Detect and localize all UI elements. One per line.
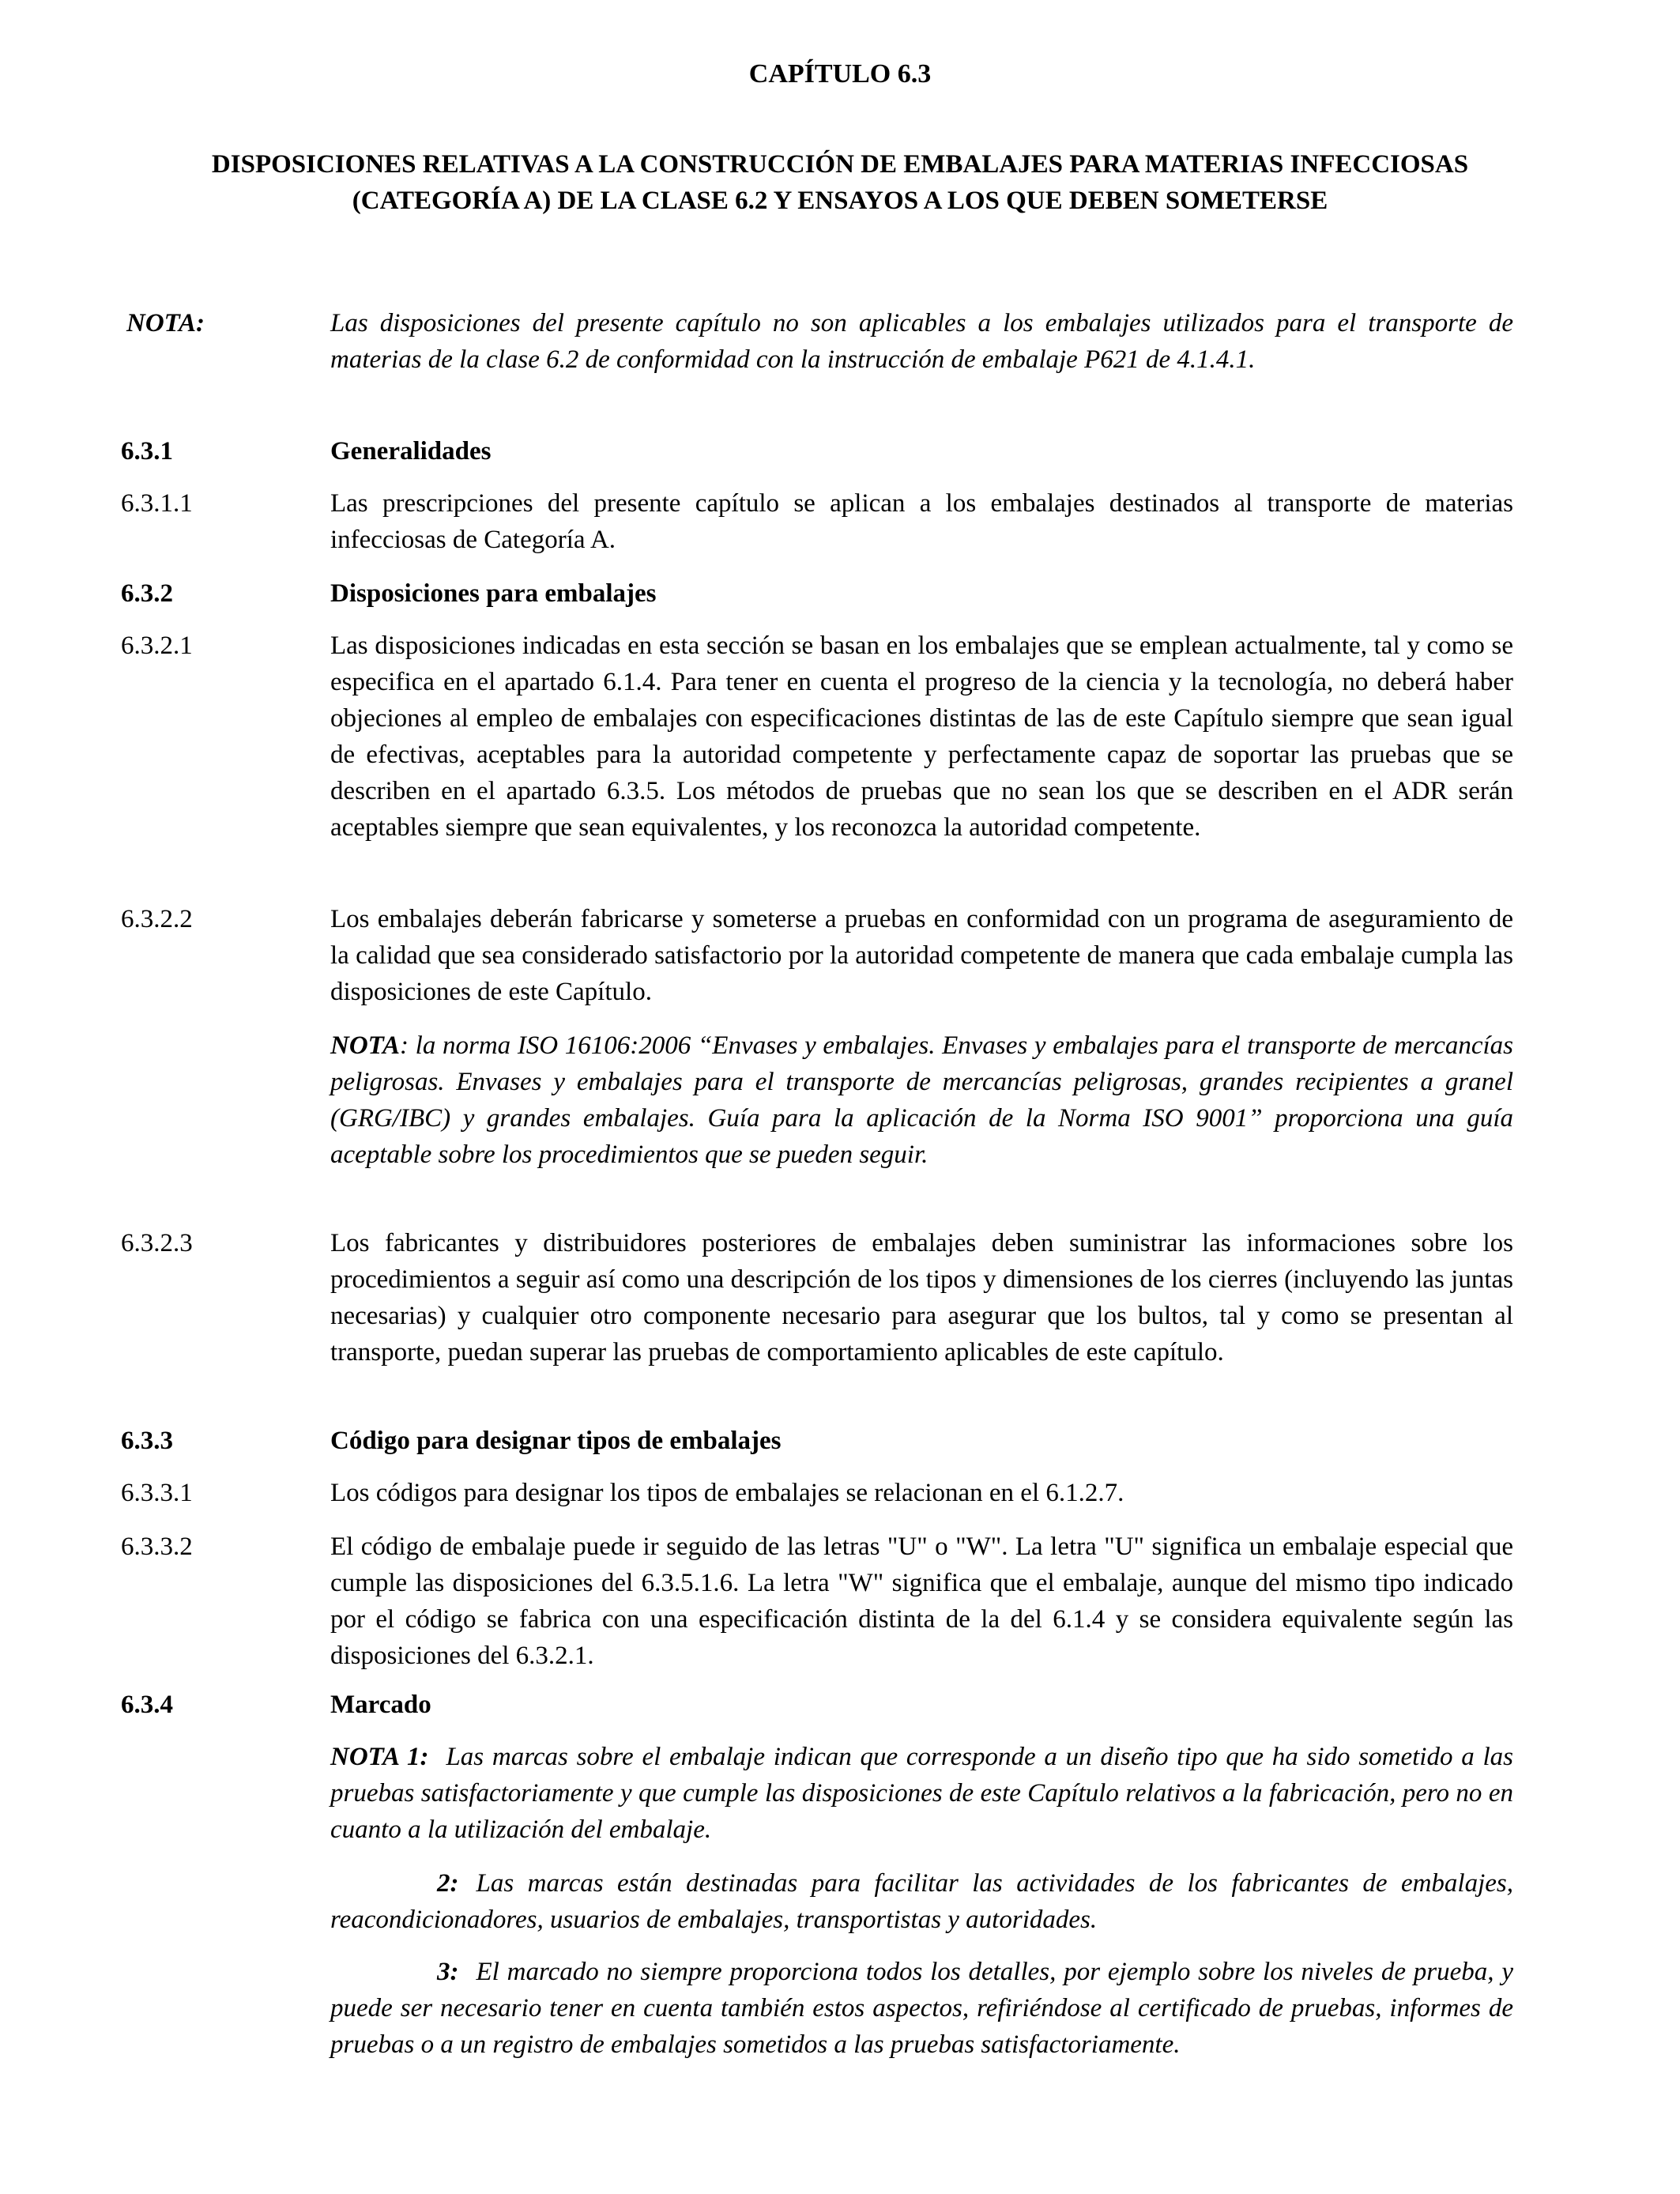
section-6-3-1-heading: Generalidades: [330, 437, 492, 466]
section-6-3-3-number: 6.3.3: [121, 1427, 173, 1455]
marking-note-3: [330, 1954, 1513, 2063]
para-6-3-3-1-text: Los códigos para designar los tipos de embalajes se relacionan en el 6.1.2.7.: [330, 1479, 1124, 1507]
para-6-3-1-1-text: Las prescripciones del presente capítulo se aplican a los embalajes destinados al transporte de materias infecciosas de Categoría A.: [330, 489, 1513, 554]
marking-note-2-label: 2:: [437, 1869, 459, 1898]
marking-note-3-text: El marcado no siempre proporciona todos los detalles, por ejemplo sobre los niveles de prueba, y puede ser necesario tener en cuenta también estos aspectos, refiriéndose al certificado de pruebas, informes de pruebas o a un registro de embalajes sometidos a las pruebas satisfactoriamente.: [330, 1958, 1513, 2059]
chapter-subtitle: DISPOSICIONES RELATIVAS A LA CONSTRUCCIÓN DE EMBALAJES PARA MATERIAS INFECCIOSAS (CATEGORÍA A) DE LA CLASE 6.2 Y ENSAYOS A LOS QUE DEBEN SOMETERSE: [211, 150, 1469, 215]
marking-note-2-text: Las marcas están destinadas para facilitar las actividades de los fabricantes de embalajes, reacondicionadores, usuarios de embalajes, transportistas y autoridades.: [330, 1869, 1513, 1934]
para-6-3-2-2-number: 6.3.2.2: [121, 905, 193, 933]
para-6-3-3-2-text: El código de embalaje puede ir seguido de las letras "U" o "W". La letra "U" significa un embalaje especial que cumple las disposiciones del 6.3.5.1.6. La letra "W" significa que el embalaje, aunque del mismo tipo indicado por el código se fabrica con una especificación distinta de la del 6.1.4 y se considera equivalente según las disposiciones del 6.3.2.1.: [330, 1532, 1513, 1670]
section-6-3-2-number: 6.3.2: [121, 579, 173, 608]
para-6-3-2-2-note-label: NOTA: [330, 1031, 401, 1060]
para-6-3-2-2-text: Los embalajes deberán fabricarse y someterse a pruebas en conformidad con un programa de aseguramiento de la calidad que sea considerado satisfactorio por la autoridad competente de manera que cada embalaje cumpla las disposiciones de este Capítulo.: [330, 905, 1513, 1006]
chapter-title: CAPÍTULO 6.3: [748, 59, 932, 89]
para-6-3-2-2-note: [330, 1027, 1513, 1173]
intro-note-label: NOTA:: [126, 309, 205, 337]
section-6-3-1-number: 6.3.1: [121, 437, 173, 466]
para-6-3-1-1-number: 6.3.1.1: [121, 489, 193, 518]
section-6-3-3-heading: Código para designar tipos de embalajes: [330, 1427, 782, 1455]
para-6-3-3-2-number: 6.3.3.2: [121, 1532, 193, 1561]
marking-note-2: [330, 1865, 1513, 1938]
para-6-3-2-1-number: 6.3.2.1: [121, 631, 193, 660]
marking-note-1-text: Las marcas sobre el embalaje indican que corresponde a un diseño tipo que ha sido sometido a las pruebas satisfactoriamente y que cumple las disposiciones de este Capítulo relativos a la fabricación, pero no en cuanto a la utilización del embalaje.: [330, 1743, 1513, 1844]
para-6-3-2-1-text: Las disposiciones indicadas en esta sección se basan en los embalajes que se emplean actualmente, tal y como se especifica en el apartado 6.1.4. Para tener en cuenta el progreso de la ciencia y la tecnología, no deberá haber objeciones al empleo de embalajes con especificaciones distintas de las de este Capítulo siempre que sean igual de efectivas, aceptables para la autoridad competente y perfectamente capaz de soportar las pruebas que se describen en el apartado 6.3.5. Los métodos de pruebas que no sean los que se describen en el ADR serán aceptables siempre que sean equivalentes, y los reconozca la autoridad competente.: [330, 631, 1513, 842]
section-6-3-4-number: 6.3.4: [121, 1691, 173, 1719]
marking-note-1-label: NOTA 1:: [330, 1743, 429, 1771]
para-6-3-3-1-number: 6.3.3.1: [121, 1479, 193, 1507]
para-6-3-2-2-note-text: : la norma ISO 16106:2006 “Envases y embalajes. Envases y embalajes para el transporte de mercancías peligrosas. Envases y embalajes para el transporte de mercancías peligrosas, grandes recipientes a granel (GRG/IBC) y grandes embalajes. Guía para la aplicación de la Norma ISO 9001” proporciona una guía aceptable sobre los procedimientos que se pueden seguir.: [330, 1031, 1513, 1169]
intro-note-text: Las disposiciones del presente capítulo no son aplicables a los embalajes utilizados para el transporte de materias de la clase 6.2 de conformidad con la instrucción de embalaje P621 de 4.1.4.1.: [330, 309, 1513, 374]
marking-note-1: [330, 1739, 1513, 1848]
section-6-3-2-heading: Disposiciones para embalajes: [330, 579, 657, 608]
marking-note-3-label: 3:: [437, 1958, 459, 1986]
para-6-3-2-3-number: 6.3.2.3: [121, 1229, 193, 1257]
para-6-3-2-3-text: Los fabricantes y distribuidores posteriores de embalajes deben suministrar las informaciones sobre los procedimientos a seguir así como una descripción de los tipos y dimensiones de los cierres (incluyendo las juntas necesarias) y cualquier otro componente necesario para asegurar que los bultos, tal y como se presentan al transporte, puedan superar las pruebas de comportamiento aplicables de este capítulo.: [330, 1229, 1513, 1367]
section-6-3-4-heading: Marcado: [330, 1691, 431, 1719]
